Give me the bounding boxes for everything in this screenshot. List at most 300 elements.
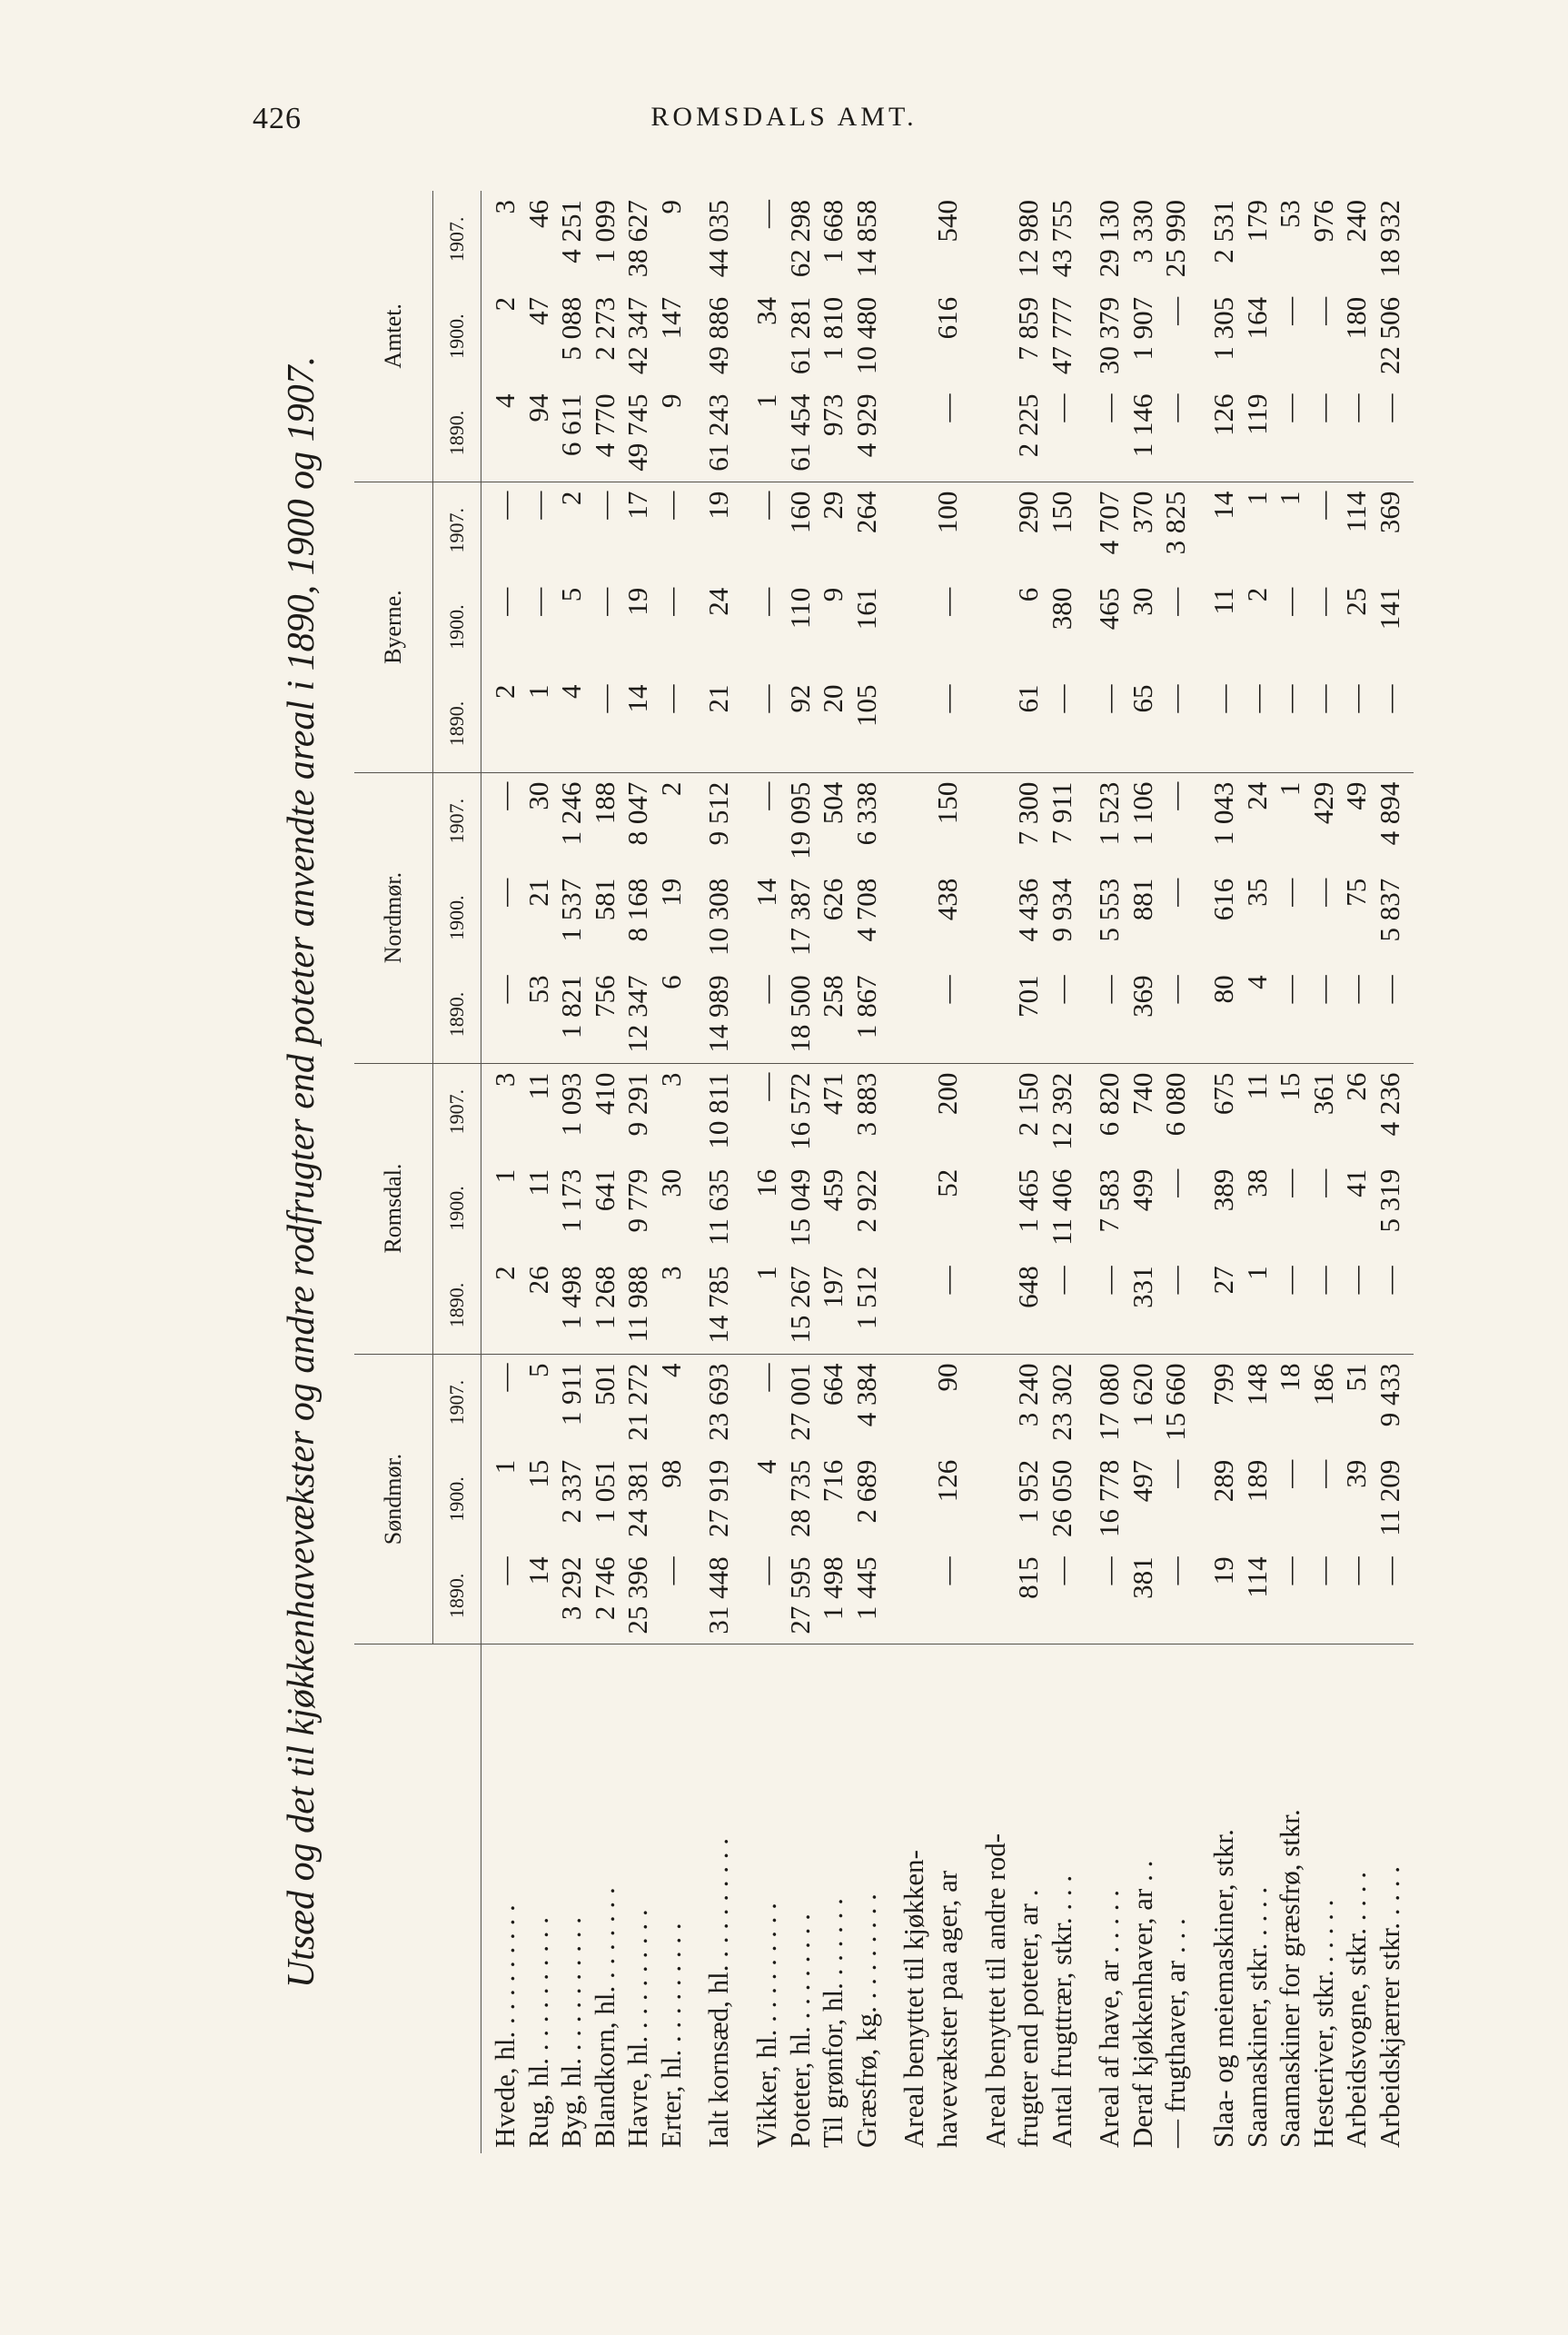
table-cell [743, 288, 890, 385]
cell-value: 1 [1240, 1266, 1273, 1280]
table-cell [481, 1547, 696, 1644]
cell-value: 80 [1206, 975, 1239, 1004]
table-cell [1200, 482, 1414, 579]
table-cell [1200, 288, 1414, 385]
cell-value: — [750, 200, 783, 228]
cell-value: 389 [1206, 1168, 1239, 1212]
cell-value: 4 [489, 393, 521, 408]
cell-value: — [1159, 587, 1192, 616]
table-cell [481, 1451, 696, 1548]
cell-value: — [1373, 684, 1405, 713]
row-labels [743, 1644, 890, 2153]
cell-value: 14 989 [702, 975, 735, 1053]
cell-value: 11 [521, 1168, 554, 1197]
cell-value: — [1159, 684, 1192, 713]
cell-value: 1 465 [1012, 1168, 1045, 1233]
cell-value: 380 [1045, 587, 1077, 631]
cell-value: — [588, 587, 620, 616]
rotated-table-sheet [259, 191, 1431, 2153]
cell-value: 5 553 [1093, 878, 1126, 942]
cell-value: — [1159, 1556, 1192, 1585]
table-cell [890, 579, 971, 676]
cell-value [979, 297, 1013, 385]
cell-value: 20 [817, 684, 849, 713]
table-cell [743, 1257, 890, 1354]
table-cell [695, 869, 743, 967]
cell-value: 23 302 [1045, 1363, 1077, 1441]
table-cell [972, 384, 1087, 482]
cell-value: 1 268 [588, 1266, 620, 1330]
cell-value: 3 825 [1159, 491, 1192, 555]
cell-value: 1 093 [555, 1072, 588, 1137]
cell-value: — [654, 684, 687, 713]
cell-value: 799 [1206, 1363, 1239, 1406]
cell-value: 161 [849, 587, 882, 631]
cell-value: 1 810 [817, 296, 849, 361]
cell-value: — [1274, 393, 1306, 422]
cell-value [979, 1266, 1013, 1353]
cell-value: 6 820 [1093, 1072, 1126, 1137]
cell-value: 53 [1274, 200, 1306, 228]
cell-value: 240 [1340, 200, 1373, 243]
table-cell [743, 1451, 890, 1548]
table-cell [1086, 675, 1200, 772]
cell-value: — [1306, 684, 1339, 713]
cell-value: 17 080 [1093, 1363, 1126, 1441]
cell-value [898, 1460, 931, 1548]
cell-value: 616 [1206, 878, 1239, 921]
year-header: 1900. [433, 579, 481, 676]
row-label: Hvede, hl. . . . . . . . . . [489, 1904, 521, 2148]
cell-value: 14 [521, 1556, 554, 1585]
table-cell [1200, 191, 1414, 288]
cell-value: — [1340, 1556, 1373, 1585]
cell-value: 30 [654, 1168, 687, 1197]
cell-value: — [1340, 975, 1373, 1004]
cell-value: 26 050 [1045, 1459, 1077, 1537]
cell-value: 2 922 [849, 1168, 882, 1233]
cell-value: 9 [654, 393, 687, 408]
cell-value [979, 782, 1013, 869]
cell-value [898, 1364, 931, 1451]
row-label: Areal af have, ar . . . . . [1093, 1889, 1126, 2148]
cell-value: — [1093, 393, 1126, 422]
table-cell [481, 966, 696, 1063]
year-header: 1900. [433, 869, 481, 967]
cell-value: 4 707 [1093, 491, 1126, 555]
row-label: Poteter, hl. . . . . . . . . [783, 1913, 816, 2148]
cell-value [898, 588, 931, 676]
cell-value: 200 [930, 1072, 963, 1116]
cell-value: 2 225 [1012, 393, 1045, 458]
cell-value: 19 [654, 878, 687, 907]
cell-value [898, 297, 931, 385]
cell-value: 114 [1340, 491, 1373, 532]
cell-value: — [1159, 393, 1192, 422]
cell-value: 504 [817, 781, 849, 825]
table-cell [890, 1160, 971, 1257]
cell-value: 410 [588, 1072, 620, 1116]
cell-value: 381 [1126, 1556, 1158, 1599]
cell-value: 28 735 [783, 1459, 816, 1537]
cell-value: 499 [1126, 1168, 1158, 1212]
cell-value: 4 894 [1373, 781, 1405, 846]
cell-value [979, 492, 1013, 579]
cell-value: — [1274, 1266, 1306, 1295]
table-cell [481, 191, 696, 288]
cell-value: 1 173 [555, 1168, 588, 1233]
cell-value: 675 [1206, 1072, 1239, 1116]
cell-value: 2 [489, 1266, 521, 1280]
cell-value: — [489, 878, 521, 907]
table-cell [695, 1451, 743, 1548]
cell-value: — [489, 587, 521, 616]
cell-value: 29 [817, 491, 849, 520]
cell-value [979, 684, 1013, 771]
cell-value: — [521, 587, 554, 616]
table-row [890, 191, 971, 2153]
cell-value: — [1306, 1168, 1339, 1197]
cell-value [979, 1073, 1013, 1160]
cell-value: — [750, 1363, 783, 1392]
table-cell [972, 1547, 1087, 1644]
cell-value: 61 454 [783, 393, 816, 472]
cell-value: 756 [588, 975, 620, 1018]
table-cell [743, 675, 890, 772]
cell-value: 52 [930, 1168, 963, 1197]
cell-value: 9 433 [1373, 1363, 1405, 1427]
cell-value: 15 049 [783, 1168, 816, 1247]
cell-value: 2 [654, 781, 687, 797]
cell-value: 1 051 [588, 1459, 620, 1524]
cell-value: 4 [1240, 975, 1273, 989]
cell-value: 11 [1206, 587, 1239, 615]
row-label: frugter end poteter, ar . [1012, 1889, 1045, 2148]
cell-value [979, 588, 1013, 676]
cell-value: 4 236 [1373, 1072, 1405, 1137]
cell-value: — [750, 1072, 783, 1101]
table-cell [695, 1547, 743, 1644]
cell-value: 42 347 [621, 296, 654, 375]
cell-value: — [1340, 1266, 1373, 1295]
year-header: 1907. [433, 1354, 481, 1451]
cell-value: 18 932 [1373, 200, 1405, 278]
table-cell [743, 1354, 890, 1451]
cell-value: 1 [521, 684, 554, 699]
table-cell [743, 772, 890, 869]
table-cell [890, 675, 971, 772]
cell-value: 150 [1045, 491, 1077, 534]
year-header: 1890. [433, 675, 481, 772]
cell-value: 27 919 [702, 1459, 735, 1537]
cell-value: — [1159, 975, 1192, 1004]
cell-value: — [1274, 296, 1306, 325]
cell-value: 4 436 [1012, 878, 1045, 942]
table-cell [1086, 579, 1200, 676]
table-cell [1086, 1257, 1200, 1354]
table-cell [695, 288, 743, 385]
cell-value: — [1274, 1459, 1306, 1488]
cell-value: 10 480 [849, 296, 882, 375]
statistics-table [354, 191, 1414, 2153]
cell-value: 1 [750, 1266, 783, 1280]
cell-value: 11 988 [621, 1266, 654, 1343]
cell-value [979, 1169, 1013, 1257]
cell-value: — [588, 491, 620, 520]
table-row [1200, 191, 1414, 2153]
cell-value: — [1045, 1556, 1077, 1585]
row-label: Antal frugttrær, stkr. . . . [1045, 1874, 1077, 2148]
cell-value: — [1373, 1266, 1405, 1295]
cell-value: 3 240 [1012, 1363, 1045, 1427]
cell-value: 92 [783, 684, 816, 713]
table-row [695, 191, 743, 2153]
table-cell [1086, 288, 1200, 385]
cell-value: — [1306, 587, 1339, 616]
cell-value: — [1045, 684, 1077, 713]
cell-value: 21 [521, 878, 554, 907]
table-cell [743, 1063, 890, 1160]
cell-value: 2 [555, 491, 588, 506]
table-cell [695, 579, 743, 676]
cell-value: — [1274, 684, 1306, 713]
cell-value: 5 088 [555, 296, 588, 361]
table-cell [695, 1063, 743, 1160]
row-label: Ialt kornsæd, hl. . . . . . . . . . [702, 1838, 735, 2148]
table-cell [1086, 191, 1200, 288]
cell-value: — [1306, 975, 1339, 1004]
cell-value: 148 [1240, 1363, 1273, 1406]
stub-header [354, 1644, 481, 2153]
cell-value: 331 [1126, 1266, 1158, 1308]
cell-value: — [654, 587, 687, 616]
row-label: Til grønfor, hl. . . . . . . [817, 1898, 849, 2148]
cell-value: 24 381 [621, 1459, 654, 1537]
cell-value: 24 [1240, 781, 1273, 810]
cell-value [898, 1556, 931, 1644]
row-labels [695, 1644, 743, 2153]
row-label: Havre, hl. . . . . . . . . . [621, 1909, 654, 2148]
table-cell [743, 1547, 890, 1644]
cell-value: 26 [1340, 1072, 1373, 1101]
cell-value: 30 [1126, 587, 1158, 616]
table-row [743, 191, 890, 2153]
cell-value: 1 498 [817, 1556, 849, 1621]
cell-value: 1 [489, 1168, 521, 1184]
cell-value [898, 200, 931, 288]
table-cell [743, 869, 890, 967]
cell-value: 16 [750, 1168, 783, 1197]
cell-value: 39 [1340, 1459, 1373, 1488]
table-cell [1086, 482, 1200, 579]
region-header: Nordmør. [354, 772, 433, 1063]
cell-value: 4 [750, 1459, 783, 1475]
row-label: Deraf kjøkkenhaver, ar . . [1126, 1860, 1158, 2148]
cell-value: 114 [1240, 1556, 1273, 1598]
row-label: Græsfrø, kg. . . . . . . . . [849, 1893, 882, 2148]
cell-value: — [1240, 684, 1273, 713]
cell-value [898, 492, 931, 579]
cell-value: 4 929 [849, 393, 882, 458]
cell-value: 973 [817, 393, 849, 436]
cell-value: — [1373, 975, 1405, 1004]
cell-value: — [1093, 975, 1126, 1004]
cell-value: — [1306, 878, 1339, 907]
cell-value: 5 319 [1373, 1168, 1405, 1233]
cell-value: 14 [750, 878, 783, 907]
cell-value: — [930, 684, 963, 713]
cell-value: — [930, 393, 963, 422]
cell-value: 9 291 [621, 1072, 654, 1137]
cell-value: 9 512 [702, 781, 735, 846]
cell-value: — [1093, 684, 1126, 713]
table-cell [890, 772, 971, 869]
cell-value: 94 [521, 393, 554, 422]
cell-value: — [930, 975, 963, 1004]
table-cell [890, 482, 971, 579]
cell-value: 641 [588, 1168, 620, 1212]
cell-value: 881 [1126, 878, 1158, 921]
year-header: 1890. [433, 384, 481, 482]
cell-value: — [654, 491, 687, 520]
cell-value: 664 [817, 1363, 849, 1406]
year-header: 1900. [433, 1160, 481, 1257]
cell-value: 258 [817, 975, 849, 1018]
cell-value: 47 777 [1045, 296, 1077, 375]
cell-value: 19 [621, 587, 654, 616]
table-cell [481, 772, 696, 869]
cell-value: 16 778 [1093, 1459, 1126, 1537]
table-cell [890, 384, 971, 482]
table-cell [1086, 1160, 1200, 1257]
cell-value: 19 095 [783, 781, 816, 859]
cell-value: 438 [930, 878, 963, 921]
table-cell [1086, 1451, 1200, 1548]
year-header: 1907. [433, 1063, 481, 1160]
cell-value: 1 537 [555, 878, 588, 942]
table-cell [1086, 1063, 1200, 1160]
table-cell [743, 191, 890, 288]
year-header: 1907. [433, 772, 481, 869]
row-labels [1086, 1644, 1200, 2153]
cell-value: 3 [489, 200, 521, 214]
cell-value: 150 [930, 781, 963, 825]
row-label: — frugthaver, ar . . . [1159, 1918, 1192, 2148]
table-cell [743, 1160, 890, 1257]
table-cell [1200, 1160, 1414, 1257]
table-cell [1086, 1547, 1200, 1644]
cell-value: 4 251 [555, 200, 588, 263]
row-labels [972, 1644, 1087, 2153]
cell-value: 100 [930, 491, 963, 534]
cell-value: 119 [1240, 393, 1273, 435]
cell-value: 15 [1274, 1072, 1306, 1101]
cell-value: 141 [1373, 587, 1405, 631]
table-cell [890, 1063, 971, 1160]
cell-value: 1 [750, 393, 783, 408]
cell-value: 160 [783, 491, 816, 534]
table-cell [695, 1257, 743, 1354]
region-header: Romsdal. [354, 1063, 433, 1354]
cell-value [898, 782, 931, 869]
row-labels [481, 1644, 696, 2153]
cell-value: 4 [555, 684, 588, 699]
table-cell [1086, 1354, 1200, 1451]
cell-value: 11 406 [1045, 1168, 1077, 1246]
cell-value: — [1159, 1168, 1192, 1197]
cell-value: — [654, 1556, 687, 1585]
table-cell [743, 966, 890, 1063]
cell-value: 75 [1340, 878, 1373, 907]
table-cell [743, 384, 890, 482]
row-label: Rug, hl. . . . . . . . . . . [521, 1916, 554, 2148]
cell-value: 19 [702, 491, 735, 520]
table-cell [1200, 1063, 1414, 1160]
table-cell [481, 384, 696, 482]
cell-value: 21 [702, 684, 735, 713]
cell-value: 2 531 [1206, 200, 1239, 263]
cell-value: — [1306, 393, 1339, 422]
cell-value: — [1045, 393, 1077, 422]
cell-value: 180 [1340, 296, 1373, 340]
cell-value: 501 [588, 1363, 620, 1406]
region-header: Byerne. [354, 482, 433, 772]
cell-value: — [750, 684, 783, 713]
cell-value: 30 [521, 781, 554, 810]
cell-value: — [1159, 781, 1192, 810]
cell-value: 49 745 [621, 393, 654, 472]
table-cell [1200, 1354, 1414, 1451]
table-cell [972, 966, 1087, 1063]
cell-value: 17 [621, 491, 654, 520]
cell-value: 815 [1012, 1556, 1045, 1599]
cell-value: 361 [1306, 1072, 1339, 1116]
cell-value: 497 [1126, 1459, 1158, 1503]
cell-value: 98 [654, 1459, 687, 1488]
cell-value: 5 [555, 587, 588, 602]
cell-value: 126 [930, 1459, 963, 1503]
cell-value: 1 [1274, 781, 1306, 797]
cell-value: 12 347 [621, 975, 654, 1053]
cell-value: 27 [1206, 1266, 1239, 1295]
cell-value: — [1093, 1556, 1126, 1585]
cell-value: — [930, 1556, 963, 1585]
cell-value: 25 396 [621, 1556, 654, 1634]
cell-value: 14 858 [849, 200, 882, 278]
table-cell [1086, 772, 1200, 869]
table-cell [481, 579, 696, 676]
table-cell [695, 1160, 743, 1257]
cell-value: 25 990 [1159, 200, 1192, 278]
cell-value: 38 627 [621, 200, 654, 278]
cell-value: 21 272 [621, 1363, 654, 1441]
table-cell [972, 191, 1087, 288]
cell-value: 370 [1126, 491, 1158, 534]
cell-value: 701 [1012, 975, 1045, 1018]
table-cell [743, 579, 890, 676]
cell-value: 6 [654, 975, 687, 989]
row-label: Hesteriver, stkr. . . . . . [1306, 1899, 1339, 2148]
table-cell [1200, 966, 1414, 1063]
row-label: Blandkorn, hl. . . . . . . . [588, 1887, 620, 2148]
cell-value [979, 393, 1013, 481]
table-cell [695, 384, 743, 482]
cell-value: 976 [1306, 200, 1339, 243]
page-number: 426 [253, 102, 302, 135]
cell-value: — [1373, 393, 1405, 422]
cell-value: 2 150 [1012, 1072, 1045, 1137]
cell-value: 1 445 [849, 1556, 882, 1621]
